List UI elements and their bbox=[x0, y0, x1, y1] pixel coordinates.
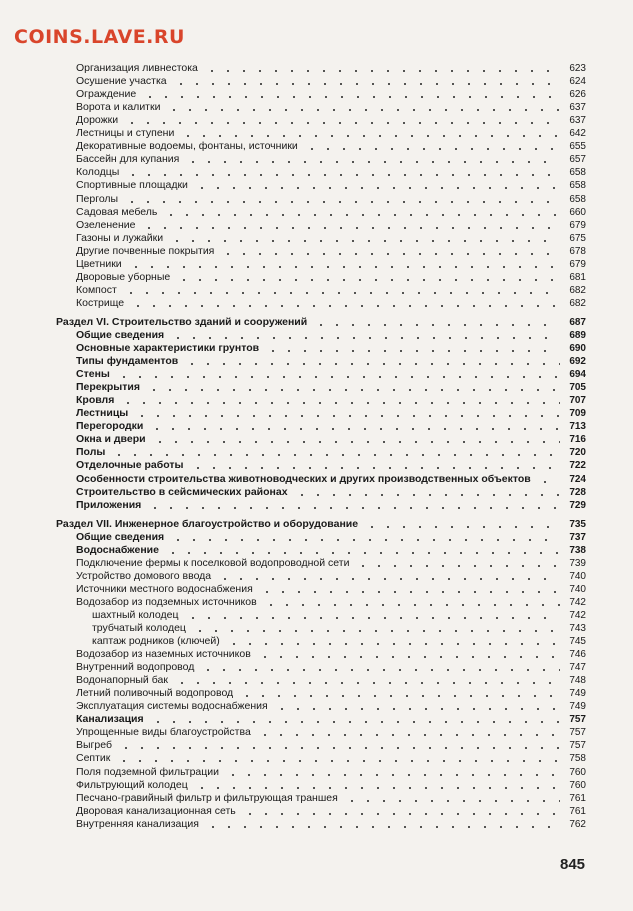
dot-leader bbox=[123, 292, 560, 294]
toc-entry bbox=[56, 206, 586, 219]
toc-entry bbox=[56, 609, 586, 622]
toc-entry-title: Внутренняя канализация bbox=[76, 817, 199, 830]
toc-entry-title: Цветники bbox=[76, 257, 122, 270]
toc-entry-page: 642 bbox=[569, 128, 586, 140]
toc-entry-title: Септик bbox=[76, 752, 111, 765]
toc-entry bbox=[56, 726, 586, 739]
toc-entry-title: Водозабор из наземных источников bbox=[76, 648, 251, 661]
toc-entry-page: 707 bbox=[569, 395, 586, 407]
toc-entry bbox=[56, 394, 586, 407]
dot-leader bbox=[537, 481, 560, 483]
toc-entry-page: 748 bbox=[569, 675, 586, 687]
dot-leader bbox=[120, 402, 560, 404]
dot-leader bbox=[205, 826, 560, 828]
toc-entry bbox=[56, 284, 586, 297]
toc-entry-page: 694 bbox=[569, 369, 586, 381]
dot-leader bbox=[257, 656, 560, 658]
toc-entry bbox=[56, 153, 586, 166]
toc-entry-page: 729 bbox=[569, 499, 586, 511]
toc-entry-page: 742 bbox=[569, 609, 586, 621]
toc-entry-title: Другие почвенные покрытия bbox=[76, 244, 215, 257]
toc-entry-page: 682 bbox=[569, 284, 586, 296]
toc-entry-page: 655 bbox=[569, 141, 586, 153]
toc-entry bbox=[56, 114, 586, 127]
toc-entry-title: Полы bbox=[76, 446, 106, 459]
toc-entry bbox=[56, 355, 586, 368]
toc-entry-title: Лестницы и ступени bbox=[76, 127, 175, 140]
toc-entry bbox=[56, 792, 586, 805]
toc-entry-title: Перекрытия bbox=[76, 381, 140, 394]
dot-leader bbox=[364, 526, 560, 528]
toc-entry bbox=[56, 544, 586, 557]
toc-entry bbox=[56, 271, 586, 284]
toc-entry bbox=[56, 622, 586, 635]
toc-entry-page: 749 bbox=[569, 688, 586, 700]
toc-entry-title: Отделочные работы bbox=[76, 459, 184, 472]
toc-entry-title: Осушение участка bbox=[76, 75, 167, 88]
dot-leader bbox=[242, 813, 560, 815]
toc-entry-page: 681 bbox=[569, 271, 586, 283]
toc-entry-page: 678 bbox=[569, 245, 586, 257]
toc-entry-page: 761 bbox=[569, 805, 586, 817]
toc-entry bbox=[56, 342, 586, 355]
dot-leader bbox=[165, 552, 560, 554]
toc-entry-title: Песчано-гравийный фильтр и фильтрующая траншея bbox=[76, 791, 338, 804]
table-of-contents bbox=[56, 62, 586, 831]
toc-entry-page: 623 bbox=[569, 63, 586, 75]
toc-entry-page: 626 bbox=[569, 89, 586, 101]
toc-entry-page: 757 bbox=[569, 740, 586, 752]
toc-entry-title: Раздел VII. Инженерное благоустройство и оборудование bbox=[56, 517, 359, 530]
toc-entry bbox=[56, 433, 586, 446]
toc-entry-title: Водозабор из подземных источников bbox=[76, 595, 257, 608]
toc-entry bbox=[56, 765, 586, 778]
toc-entry bbox=[56, 166, 586, 179]
dot-leader bbox=[225, 774, 560, 776]
toc-entry bbox=[56, 459, 586, 472]
toc-entry bbox=[56, 779, 586, 792]
toc-entry-title: Водоснабжение bbox=[76, 543, 159, 556]
toc-entry bbox=[56, 583, 586, 596]
toc-entry-title: Лестницы bbox=[76, 407, 129, 420]
toc-entry-page: 743 bbox=[569, 623, 586, 635]
dot-leader bbox=[174, 682, 560, 684]
dot-leader bbox=[163, 214, 560, 216]
toc-entry bbox=[56, 570, 586, 583]
dot-leader bbox=[150, 721, 560, 723]
dot-leader bbox=[142, 96, 560, 98]
toc-entry bbox=[56, 739, 586, 752]
toc-entry-title: Дорожки bbox=[76, 114, 119, 127]
toc-entry bbox=[56, 368, 586, 381]
toc-entry-page: 761 bbox=[569, 792, 586, 804]
toc-entry-page: 624 bbox=[569, 76, 586, 88]
toc-entry-page: 757 bbox=[569, 727, 586, 739]
toc-entry bbox=[56, 245, 586, 258]
toc-entry-title: Бассейн для купания bbox=[76, 153, 180, 166]
toc-entry-title: Окна и двери bbox=[76, 433, 146, 446]
toc-entry bbox=[56, 179, 586, 192]
toc-entry-title: Общие сведения bbox=[76, 328, 165, 341]
toc-entry-title: Дворовая канализационная сеть bbox=[76, 804, 236, 817]
toc-section-heading bbox=[56, 316, 586, 329]
toc-entry bbox=[56, 805, 586, 818]
toc-entry-page: 746 bbox=[569, 649, 586, 661]
dot-leader bbox=[184, 363, 560, 365]
toc-entry bbox=[56, 648, 586, 661]
toc-entry-page: 689 bbox=[569, 329, 586, 341]
toc-entry-page: 679 bbox=[569, 219, 586, 231]
toc-entry-page: 687 bbox=[569, 316, 586, 328]
toc-entry-page: 720 bbox=[569, 447, 586, 459]
dot-leader bbox=[173, 83, 560, 85]
toc-entry-title: Внутренний водопровод bbox=[76, 661, 195, 674]
toc-entry-title: Особенности строительства животноводческих и других производственных объектов bbox=[76, 472, 531, 485]
toc-entry-title: Приложения bbox=[76, 498, 142, 511]
toc-entry bbox=[56, 752, 586, 765]
dot-leader bbox=[185, 161, 560, 163]
toc-entry-title: Поля подземной фильтрации bbox=[76, 765, 219, 778]
toc-entry bbox=[56, 700, 586, 713]
dot-leader bbox=[111, 454, 560, 456]
dot-leader bbox=[125, 174, 560, 176]
dot-leader bbox=[259, 591, 560, 593]
toc-entry-page: 658 bbox=[569, 193, 586, 205]
toc-entry-page: 740 bbox=[569, 583, 586, 595]
toc-entry-title: Перегородки bbox=[76, 420, 144, 433]
toc-entry bbox=[56, 661, 586, 674]
dot-leader bbox=[304, 148, 560, 150]
toc-entry-title: Типы фундаментов bbox=[76, 355, 179, 368]
toc-entry-title: Компост bbox=[76, 283, 117, 296]
dot-leader bbox=[185, 617, 561, 619]
dot-leader bbox=[134, 415, 560, 417]
dot-leader bbox=[170, 539, 560, 541]
dot-leader bbox=[226, 643, 560, 645]
toc-entry-title: Стены bbox=[76, 368, 110, 381]
toc-entry-title: Общие сведения bbox=[76, 530, 165, 543]
dot-leader bbox=[166, 109, 560, 111]
toc-entry bbox=[56, 635, 586, 648]
toc-entry bbox=[56, 472, 586, 485]
toc-entry-page: 760 bbox=[569, 766, 586, 778]
dot-leader bbox=[257, 734, 560, 736]
dot-leader bbox=[149, 428, 560, 430]
toc-entry-page: 742 bbox=[569, 596, 586, 608]
toc-entry-page: 738 bbox=[569, 544, 586, 556]
watermark: COINS.LAVE.RU bbox=[14, 26, 185, 48]
dot-leader bbox=[274, 708, 560, 710]
dot-leader bbox=[141, 227, 560, 229]
dot-leader bbox=[124, 201, 560, 203]
dot-leader bbox=[176, 279, 560, 281]
dot-leader bbox=[344, 800, 560, 802]
toc-entry bbox=[56, 713, 586, 726]
toc-entry-title: Ворота и калитки bbox=[76, 101, 161, 114]
toc-entry-title: Упрощенные виды благоустройства bbox=[76, 726, 251, 739]
toc-entry-title: Устройство домового ввода bbox=[76, 569, 212, 582]
toc-entry-page: 690 bbox=[569, 343, 586, 355]
toc-entry-page: 679 bbox=[569, 258, 586, 270]
toc-entry-page: 716 bbox=[569, 434, 586, 446]
toc-entry-title: Ограждение bbox=[76, 88, 137, 101]
toc-entry bbox=[56, 499, 586, 512]
dot-leader bbox=[204, 70, 560, 72]
toc-entry bbox=[56, 62, 586, 75]
toc-entry-title: Организация ливнестока bbox=[76, 62, 198, 75]
toc-entry-page: 709 bbox=[569, 408, 586, 420]
toc-entry bbox=[56, 674, 586, 687]
toc-entry-title: Эксплуатация системы водоснабжения bbox=[76, 700, 268, 713]
toc-entry bbox=[56, 232, 586, 245]
toc-entry-title: Спортивные площадки bbox=[76, 179, 188, 192]
toc-entry bbox=[56, 486, 586, 499]
toc-entry-title: Перголы bbox=[76, 192, 119, 205]
dot-leader bbox=[194, 787, 560, 789]
toc-entry-title: шахтный колодец bbox=[92, 608, 179, 621]
dot-leader bbox=[190, 467, 560, 469]
toc-entry-title: Подключение фермы к поселковой водопроводной сети bbox=[76, 556, 350, 569]
toc-entry-page: 758 bbox=[569, 753, 586, 765]
toc-entry bbox=[56, 88, 586, 101]
toc-entry bbox=[56, 329, 586, 342]
toc-entry-page: 692 bbox=[569, 356, 586, 368]
toc-entry-page: 747 bbox=[569, 662, 586, 674]
toc-entry-title: Колодцы bbox=[76, 166, 120, 179]
toc-entry bbox=[56, 381, 586, 394]
toc-entry-page: 740 bbox=[569, 570, 586, 582]
dot-leader bbox=[146, 389, 560, 391]
toc-entry-title: Кровля bbox=[76, 394, 115, 407]
toc-entry-title: Канализация bbox=[76, 713, 144, 726]
toc-entry bbox=[56, 818, 586, 831]
toc-entry-title: каптаж родников (ключей) bbox=[92, 635, 220, 648]
toc-entry-page: 658 bbox=[569, 167, 586, 179]
toc-section-heading bbox=[56, 518, 586, 531]
dot-leader bbox=[265, 350, 560, 352]
toc-entry-title: Летний поливочный водопровод bbox=[76, 687, 234, 700]
toc-entry-page: 637 bbox=[569, 115, 586, 127]
dot-leader bbox=[263, 604, 560, 606]
toc-entry-page: 760 bbox=[569, 779, 586, 791]
toc-entry bbox=[56, 101, 586, 114]
toc-entry-page: 713 bbox=[569, 421, 586, 433]
toc-entry-page: 705 bbox=[569, 382, 586, 394]
toc-entry bbox=[56, 557, 586, 570]
toc-entry-page: 722 bbox=[569, 460, 586, 472]
toc-entry-title: Фильтрующий колодец bbox=[76, 778, 188, 791]
toc-entry-page: 735 bbox=[569, 518, 586, 530]
page-number: 845 bbox=[560, 856, 586, 873]
toc-entry bbox=[56, 75, 586, 88]
toc-entry-page: 737 bbox=[569, 531, 586, 543]
dot-leader bbox=[239, 695, 560, 697]
toc-entry-page: 660 bbox=[569, 206, 586, 218]
toc-entry-page: 728 bbox=[569, 486, 586, 498]
dot-leader bbox=[130, 305, 560, 307]
dot-leader bbox=[128, 266, 560, 268]
dot-leader bbox=[116, 376, 560, 378]
dot-leader bbox=[152, 441, 560, 443]
toc-entry-title: Основные характеристики грунтов bbox=[76, 342, 260, 355]
toc-entry-title: Декоративные водоемы, фонтаны, источники bbox=[76, 140, 298, 153]
dot-leader bbox=[118, 747, 560, 749]
toc-entry-title: Источники местного водоснабжения bbox=[76, 582, 253, 595]
dot-leader bbox=[200, 669, 560, 671]
dot-leader bbox=[116, 760, 560, 762]
toc-entry bbox=[56, 531, 586, 544]
dot-leader bbox=[170, 337, 560, 339]
toc-entry-page: 637 bbox=[569, 102, 586, 114]
toc-entry-title: Дворовые уборные bbox=[76, 270, 171, 283]
toc-entry bbox=[56, 446, 586, 459]
toc-entry-page: 762 bbox=[569, 818, 586, 830]
toc-entry-title: Кострище bbox=[76, 296, 125, 309]
toc-entry bbox=[56, 596, 586, 609]
toc-entry-page: 739 bbox=[569, 557, 586, 569]
toc-entry-title: Садовая мебель bbox=[76, 205, 158, 218]
dot-leader bbox=[180, 135, 560, 137]
toc-entry-title: Раздел VI. Строительство зданий и сооружений bbox=[56, 315, 308, 328]
dot-leader bbox=[355, 565, 560, 567]
toc-entry-page: 757 bbox=[569, 714, 586, 726]
toc-entry bbox=[56, 127, 586, 140]
dot-leader bbox=[294, 494, 560, 496]
toc-entry bbox=[56, 407, 586, 420]
dot-leader bbox=[313, 324, 560, 326]
toc-entry bbox=[56, 420, 586, 433]
toc-entry bbox=[56, 140, 586, 153]
toc-entry-page: 657 bbox=[569, 154, 586, 166]
toc-entry-page: 745 bbox=[569, 636, 586, 648]
toc-entry-title: Газоны и лужайки bbox=[76, 231, 164, 244]
toc-entry bbox=[56, 192, 586, 205]
dot-leader bbox=[169, 240, 560, 242]
toc-entry-title: Озеленение bbox=[76, 218, 136, 231]
toc-entry bbox=[56, 219, 586, 232]
toc-entry-title: Выгреб bbox=[76, 739, 112, 752]
toc-entry-page: 658 bbox=[569, 180, 586, 192]
dot-leader bbox=[192, 630, 560, 632]
toc-entry bbox=[56, 687, 586, 700]
toc-entry-page: 682 bbox=[569, 297, 586, 309]
toc-entry bbox=[56, 258, 586, 271]
dot-leader bbox=[194, 187, 560, 189]
dot-leader bbox=[217, 578, 560, 580]
toc-entry-page: 749 bbox=[569, 701, 586, 713]
dot-leader bbox=[124, 122, 560, 124]
dot-leader bbox=[147, 507, 560, 509]
dot-leader bbox=[220, 253, 560, 255]
toc-entry-title: Строительство в сейсмических районах bbox=[76, 485, 288, 498]
toc-entry bbox=[56, 297, 586, 310]
toc-entry-title: трубчатый колодец bbox=[92, 622, 186, 635]
toc-entry-page: 724 bbox=[569, 473, 586, 485]
toc-entry-title: Водонапорный бак bbox=[76, 674, 168, 687]
toc-entry-page: 675 bbox=[569, 232, 586, 244]
